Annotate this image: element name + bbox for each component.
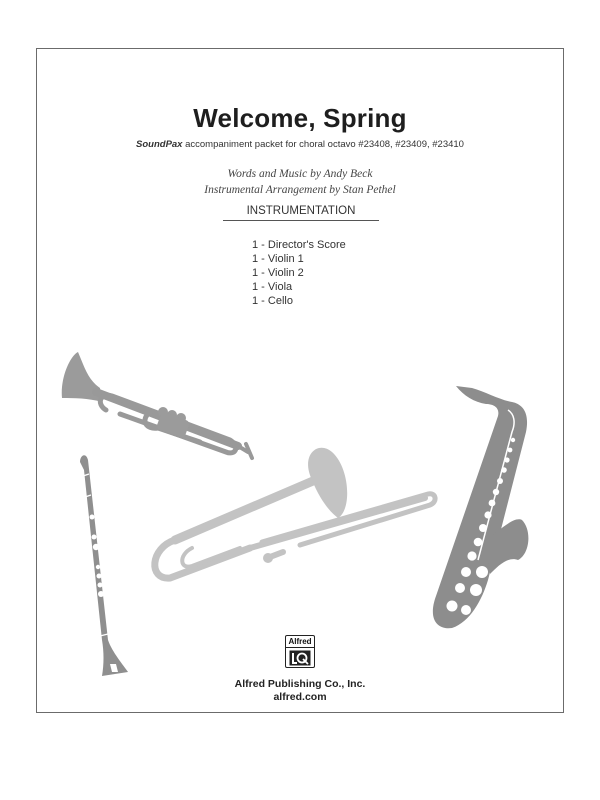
logo-label: Alfred (286, 636, 314, 648)
publisher-name: Alfred Publishing Co., Inc. (234, 678, 366, 690)
instrumentation-heading: INSTRUMENTATION (223, 205, 379, 221)
list-item: 1 - Director's Score (252, 239, 346, 251)
brand-name: SoundPax (136, 139, 183, 150)
arranger-credit: Instrumental Arrangement by Stan Pethel (204, 184, 396, 196)
trombone-icon (155, 448, 435, 578)
list-item: 1 - Cello (252, 295, 293, 307)
saxophone-icon (433, 386, 529, 628)
list-item: 1 - Violin 2 (252, 267, 304, 279)
page-title: Welcome, Spring (193, 103, 407, 133)
publisher-website: alfred.com (273, 691, 327, 703)
subtitle-text: accompaniment packet for choral octavo #23408, #23409, #23410 (182, 139, 464, 150)
list-item: 1 - Violin 1 (252, 253, 304, 265)
logo-mark-icon (286, 648, 314, 667)
clarinet-icon (80, 455, 128, 676)
list-item: 1 - Viola (252, 281, 293, 293)
composer-credit: Words and Music by Andy Beck (227, 168, 373, 180)
trumpet-icon (62, 352, 252, 458)
alfred-logo (285, 635, 315, 668)
publisher-info (0, 678, 600, 704)
